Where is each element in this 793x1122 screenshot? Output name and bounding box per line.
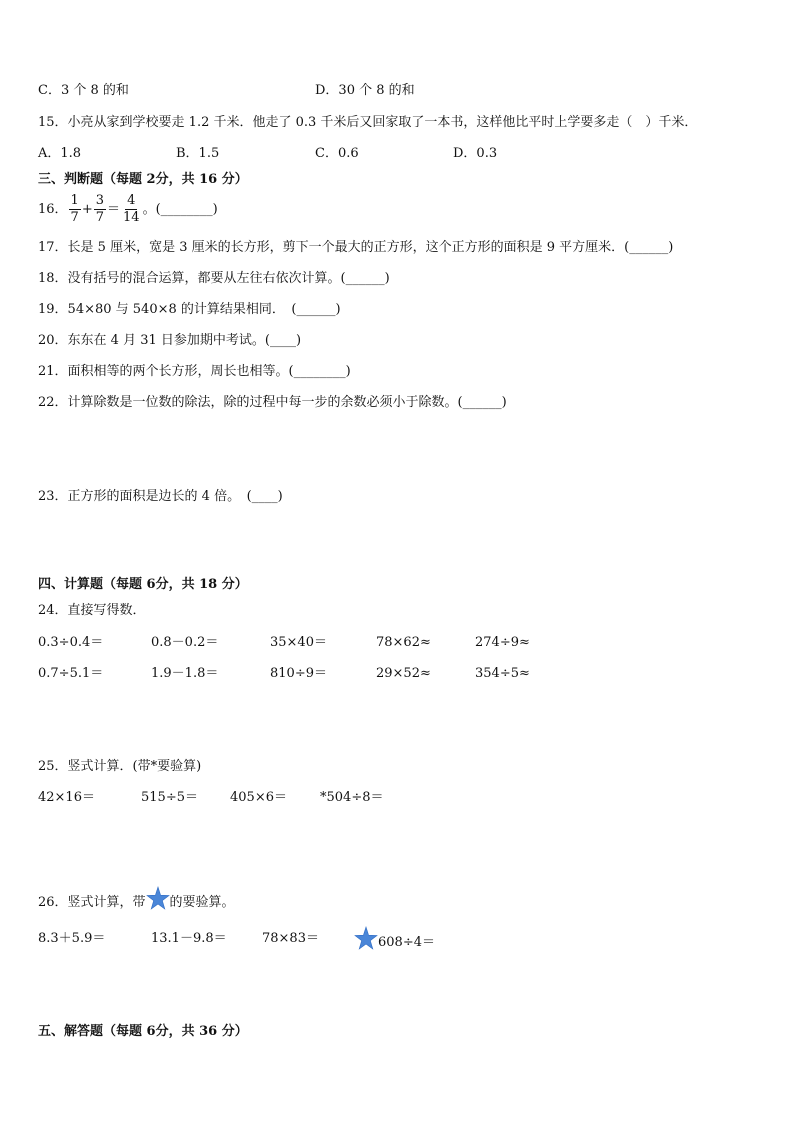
q24-r1-c5: 274÷9≈ — [475, 635, 530, 650]
q20: 20．东东在 4 月 31 日参加期中考试。(____) — [38, 333, 302, 348]
q25-item-1: 42×16＝ — [38, 790, 95, 805]
q25-stem: 25．竖式计算．(带*要验算) — [38, 759, 202, 774]
q24-r2-c5: 354÷5≈ — [475, 666, 530, 681]
q26-stem — [38, 886, 235, 919]
section-3-title: 三、判断题（每题 2分，共 16 分） — [38, 172, 248, 187]
q16-answer-blank: 。(________) — [142, 202, 218, 217]
fraction-1-7: $\frac{1}{7}$ — [70, 193, 79, 225]
q26-item-2: 13.1－9.8＝ — [151, 931, 227, 946]
q25-item-3: 405×6＝ — [230, 790, 287, 805]
section-5-title: 五、解答题（每题 6分，共 36 分） — [38, 1024, 248, 1039]
q15-stem: 15．小亮从家到学校要走 1.2 千米．他走了 0.3 千米后又回家取了一本书，这样他比平时上学要多走（ ）千米． — [38, 115, 698, 130]
q24-r2-c2: 1.9－1.8＝ — [151, 666, 219, 681]
q15-option-a: A．1.8 — [38, 146, 82, 161]
q24-r1-c1: 0.3÷0.4＝ — [38, 635, 104, 650]
section-4-title: 四、计算题（每题 6分，共 18 分） — [38, 577, 248, 592]
q24-r2-c1: 0.7÷5.1＝ — [38, 666, 104, 681]
plus-sign: + — [81, 202, 93, 217]
q24-stem: 24．直接写得数． — [38, 603, 146, 618]
q25-item-2: 515÷5＝ — [141, 790, 198, 805]
q26-item-4 — [354, 926, 435, 959]
q22: 22．计算除数是一位数的除法，除的过程中每一步的余数必须小于除数。(______) — [38, 395, 507, 410]
q14-option-d: D．30 个 8 的和 — [315, 83, 415, 98]
q26-stem-before: 26．竖式计算，带 — [38, 895, 146, 910]
fraction-3-7: $\frac{3}{7}$ — [95, 193, 105, 225]
q21: 21．面积相等的两个长方形，周长也相等。(________) — [38, 364, 351, 379]
q19: 19．54×80 与 540×8 的计算结果相同． (______) — [38, 302, 341, 317]
equals-sign: ＝ — [107, 202, 121, 217]
q15-option-c: C．0.6 — [315, 146, 359, 161]
q26-item-4-text: 608÷4＝ — [378, 935, 435, 950]
q15-option-d: D．0.3 — [453, 146, 498, 161]
q26-item-1: 8.3＋5.9＝ — [38, 931, 106, 946]
q16-number: 16． — [38, 202, 68, 217]
q14-option-c: C．3 个 8 的和 — [38, 83, 129, 98]
q24-r1-c3: 35×40＝ — [270, 635, 327, 650]
q24-r1-c4: 78×62≈ — [376, 635, 431, 650]
q23: 23．正方形的面积是边长的 4 倍。 (____) — [38, 489, 283, 504]
blue-star-icon — [354, 926, 378, 959]
q26-stem-after: 的要验算。 — [169, 895, 235, 910]
q17: 17．长是 5 厘米，宽是 3 厘米的长方形，剪下一个最大的正方形，这个正方形的面积是 9 平方厘米．(______) — [38, 240, 674, 255]
fraction-4-14: $\frac{4}{14}$ — [123, 193, 140, 225]
q26-item-3: 78×83＝ — [262, 931, 319, 946]
q25-item-4: *504÷8＝ — [320, 790, 384, 805]
q18: 18．没有括号的混合运算，都要从左往右依次计算。(______) — [38, 271, 390, 286]
q16 — [38, 192, 218, 228]
q24-r2-c4: 29×52≈ — [376, 666, 431, 681]
blue-star-icon — [146, 886, 170, 919]
q15-option-b: B．1.5 — [176, 146, 220, 161]
q24-r2-c3: 810÷9＝ — [270, 666, 327, 681]
q24-r1-c2: 0.8－0.2＝ — [151, 635, 219, 650]
